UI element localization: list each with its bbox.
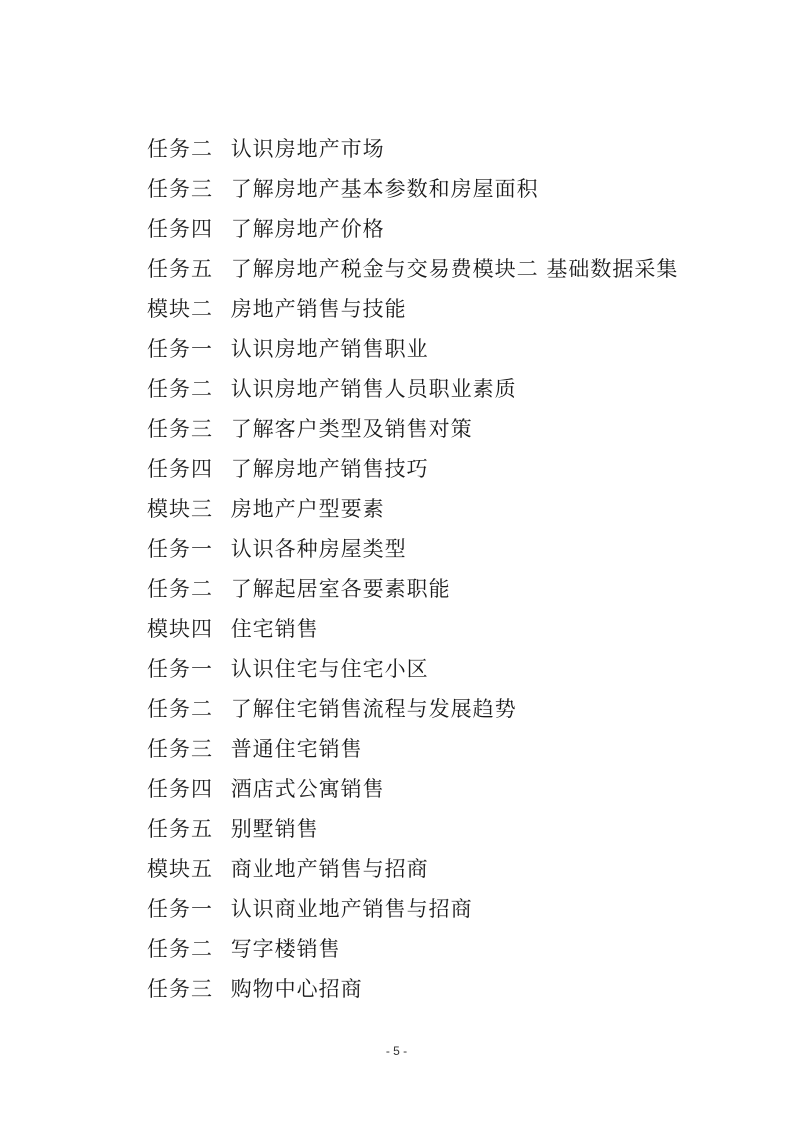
toc-line-label: 任务三 bbox=[147, 417, 213, 441]
toc-line-title: 了解房地产销售技巧 bbox=[230, 457, 429, 481]
toc-line-label: 任务二 bbox=[147, 137, 213, 161]
toc-line-label: 模块三 bbox=[147, 497, 213, 521]
toc-line-label: 任务二 bbox=[147, 377, 213, 401]
toc-line bbox=[147, 209, 747, 249]
toc-line-label: 任务四 bbox=[147, 217, 213, 241]
toc-line-label: 任务二 bbox=[147, 577, 213, 601]
toc-line-title: 了解房地产税金与交易费模块二 基础数据采集 bbox=[230, 257, 679, 281]
toc-line-label: 任务五 bbox=[147, 817, 213, 841]
toc-line bbox=[147, 169, 747, 209]
toc-line-label: 任务三 bbox=[147, 737, 213, 761]
toc-line bbox=[147, 329, 747, 369]
toc-line-label: 模块二 bbox=[147, 297, 213, 321]
toc-line-label: 任务二 bbox=[147, 937, 213, 961]
toc-line-label: 任务一 bbox=[147, 657, 213, 681]
toc-line bbox=[147, 409, 747, 449]
toc-line-title: 普通住宅销售 bbox=[230, 737, 363, 761]
toc-line-label: 任务二 bbox=[147, 697, 213, 721]
toc-line bbox=[147, 689, 747, 729]
toc-line-title: 认识商业地产销售与招商 bbox=[230, 897, 473, 921]
toc-line-title: 认识住宅与住宅小区 bbox=[230, 657, 429, 681]
toc-line-label: 任务四 bbox=[147, 457, 213, 481]
toc-line-title: 房地产销售与技能 bbox=[230, 297, 407, 321]
toc-line-title: 认识房地产销售职业 bbox=[230, 337, 429, 361]
toc-line-title: 房地产户型要素 bbox=[230, 497, 385, 521]
toc-line bbox=[147, 449, 747, 489]
toc-line bbox=[147, 249, 747, 289]
toc-line-title: 写字楼销售 bbox=[230, 937, 341, 961]
toc-line-title: 认识各种房屋类型 bbox=[230, 537, 407, 561]
toc-line-title: 了解房地产基本参数和房屋面积 bbox=[230, 177, 539, 201]
toc-line bbox=[147, 889, 747, 929]
toc-line bbox=[147, 369, 747, 409]
toc-line-label: 任务五 bbox=[147, 257, 213, 281]
toc-line-title: 认识房地产市场 bbox=[230, 137, 385, 161]
toc-line bbox=[147, 129, 747, 169]
toc-line bbox=[147, 569, 747, 609]
toc-line-label: 模块五 bbox=[147, 857, 213, 881]
page-number: - 5 - bbox=[385, 1044, 408, 1058]
toc-line bbox=[147, 769, 747, 809]
toc-line bbox=[147, 969, 747, 1009]
toc-line bbox=[147, 609, 747, 649]
toc-line-label: 任务一 bbox=[147, 537, 213, 561]
toc-line bbox=[147, 529, 747, 569]
toc-line bbox=[147, 649, 747, 689]
toc-line-title: 购物中心招商 bbox=[230, 977, 363, 1001]
toc-line-title: 住宅销售 bbox=[230, 617, 319, 641]
toc-line-title: 了解房地产价格 bbox=[230, 217, 385, 241]
toc-line-title: 认识房地产销售人员职业素质 bbox=[230, 377, 517, 401]
toc-line bbox=[147, 729, 747, 769]
toc-line-title: 了解客户类型及销售对策 bbox=[230, 417, 473, 441]
toc-line-title: 酒店式公寓销售 bbox=[230, 777, 385, 801]
table-of-contents bbox=[147, 129, 747, 1009]
toc-line-title: 别墅销售 bbox=[230, 817, 319, 841]
toc-line-label: 任务一 bbox=[147, 897, 213, 921]
toc-line bbox=[147, 289, 747, 329]
toc-line-title: 了解住宅销售流程与发展趋势 bbox=[230, 697, 517, 721]
toc-line-label: 任务一 bbox=[147, 337, 213, 361]
toc-line-label: 任务三 bbox=[147, 177, 213, 201]
toc-line-title: 了解起居室各要素职能 bbox=[230, 577, 451, 601]
toc-line bbox=[147, 489, 747, 529]
toc-line bbox=[147, 929, 747, 969]
toc-line-label: 模块四 bbox=[147, 617, 213, 641]
toc-line-label: 任务四 bbox=[147, 777, 213, 801]
toc-line-label: 任务三 bbox=[147, 977, 213, 1001]
toc-line-title: 商业地产销售与招商 bbox=[230, 857, 429, 881]
toc-line bbox=[147, 849, 747, 889]
toc-line bbox=[147, 809, 747, 849]
